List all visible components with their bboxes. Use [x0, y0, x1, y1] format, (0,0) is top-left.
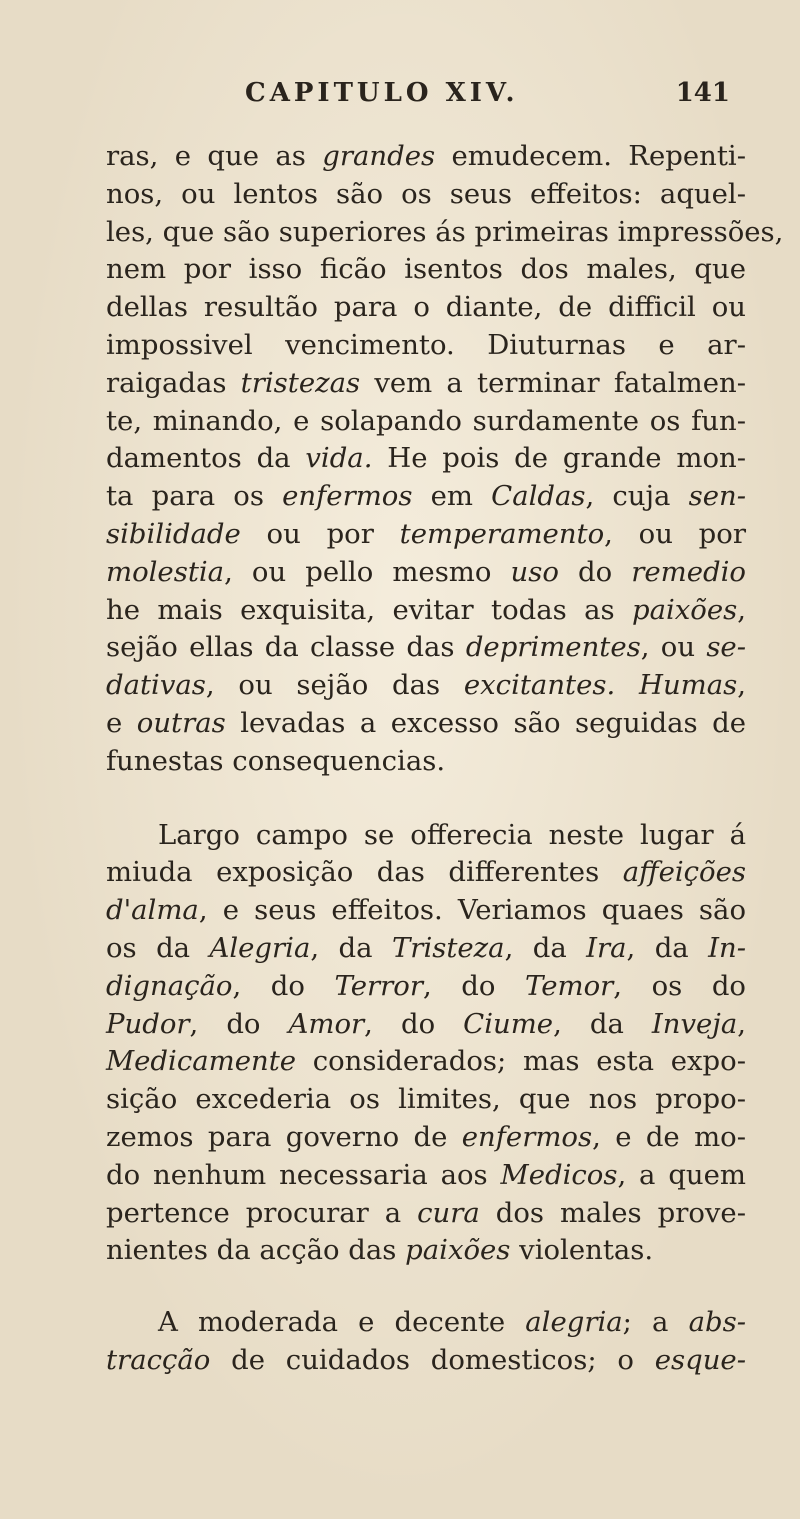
roman-text: , os do	[613, 969, 746, 1002]
italic-text: In-	[708, 931, 746, 964]
roman-text: , ou por	[604, 517, 746, 550]
roman-text: pertence procurar a	[106, 1196, 418, 1229]
italic-text: Terror	[334, 969, 423, 1002]
text-line	[106, 1119, 746, 1157]
paragraph-2	[106, 817, 746, 1271]
roman-text: raigadas	[106, 366, 241, 399]
italic-text: temperamento	[399, 517, 605, 550]
italic-text: cura	[417, 1196, 480, 1229]
italic-text: sibilidade	[106, 517, 241, 550]
roman-text: vem a terminar fatalmen-	[360, 366, 746, 399]
roman-text: dos males prove-	[479, 1196, 746, 1229]
roman-text: considerados; mas esta expo-	[296, 1045, 746, 1078]
italic-text: Temor	[525, 969, 614, 1002]
italic-text: Ira	[586, 931, 627, 964]
roman-text: , ou	[640, 631, 707, 664]
roman-text: te, minando, e solapando surdamente os fun-	[106, 404, 746, 437]
roman-text: A moderada e decente	[158, 1306, 526, 1339]
roman-text: sição excederia os limites, que nos propo-	[106, 1083, 746, 1116]
italic-text: enfermos	[282, 480, 413, 513]
roman-text: , do	[232, 969, 335, 1002]
roman-text: damentos da	[106, 442, 306, 475]
italic-text: excitantes.	[463, 669, 616, 702]
text-line	[106, 817, 746, 855]
roman-text: nos, ou lentos são os seus effeitos: aquel-	[106, 177, 746, 210]
text-line	[106, 1043, 746, 1081]
text-line	[106, 592, 746, 630]
text-line	[106, 365, 746, 403]
italic-text: Amor	[288, 1007, 365, 1040]
italic-text: dativas	[106, 669, 206, 702]
roman-text: ; a	[622, 1306, 689, 1339]
roman-text: , do	[364, 1007, 464, 1040]
text-line	[106, 214, 784, 252]
text-line	[106, 1304, 746, 1342]
roman-text: ou por	[240, 517, 400, 550]
text-line	[106, 138, 746, 176]
roman-text: He pois de grande mon-	[372, 442, 747, 475]
roman-text: ,	[737, 669, 747, 702]
roman-text: ,	[737, 1007, 746, 1040]
italic-text: Humas	[638, 669, 738, 702]
roman-text: violentas.	[510, 1234, 654, 1267]
roman-text: ,	[737, 593, 746, 626]
italic-text: outras	[136, 706, 226, 739]
roman-text: os da	[106, 931, 210, 964]
roman-text: emudecem. Repenti-	[435, 140, 747, 172]
text-line	[106, 968, 746, 1006]
roman-text: miuda exposição das differentes	[106, 856, 623, 889]
paragraph-1	[106, 138, 784, 781]
text-line	[106, 930, 746, 968]
italic-text: grandes	[322, 140, 436, 172]
roman-text: dellas resultão para o diante, de difficil ou	[106, 291, 746, 324]
italic-text: deprimentes	[465, 631, 641, 664]
text-line	[106, 516, 746, 554]
italic-text: Medicamente	[106, 1045, 297, 1078]
italic-text: dignação	[106, 969, 233, 1002]
italic-text: molestia	[106, 555, 225, 588]
italic-text: Alegria	[209, 931, 311, 964]
roman-text: sejão ellas da classe das	[106, 631, 466, 664]
roman-text: , e de mo-	[592, 1120, 746, 1153]
roman-text: , da	[504, 931, 587, 964]
text-line	[106, 1006, 746, 1044]
text-line	[106, 1157, 746, 1195]
roman-text: nientes da acção das	[106, 1234, 406, 1267]
roman-text: ta para os	[106, 480, 283, 513]
text-line	[106, 176, 746, 214]
roman-text: , e seus effeitos. Veriamos quaes são	[198, 894, 746, 927]
roman-text: , da	[626, 931, 709, 964]
roman-text: , ou pello mesmo	[224, 555, 511, 588]
roman-text: Largo campo se offerecia neste lugar á	[158, 818, 746, 851]
italic-text: tristezas	[240, 366, 361, 399]
text-line	[106, 289, 746, 327]
italic-text: enfermos	[461, 1120, 593, 1153]
roman-text: , do	[189, 1007, 289, 1040]
text-line	[106, 667, 746, 705]
italic-text: alegria	[525, 1306, 623, 1339]
text-line	[106, 327, 746, 365]
text-line	[106, 854, 746, 892]
text-line	[106, 1232, 746, 1270]
text-line	[106, 403, 746, 441]
paragraph-gap	[106, 1270, 746, 1304]
roman-text: do	[558, 555, 632, 588]
text-line	[106, 705, 746, 743]
text-line	[106, 1195, 746, 1233]
italic-text: Tristeza	[391, 931, 505, 964]
italic-text: esque-	[654, 1343, 746, 1376]
text-line	[106, 1081, 746, 1119]
text-line	[106, 1342, 746, 1380]
italic-text: vida.	[305, 442, 373, 475]
text-line	[106, 440, 746, 478]
text-line	[106, 629, 746, 667]
roman-text: levadas a excesso são seguidas de	[225, 706, 746, 739]
italic-text: se-	[706, 631, 746, 664]
roman-text: , da	[310, 931, 392, 964]
paragraph-gap	[106, 781, 746, 817]
italic-text: abs-	[688, 1306, 746, 1339]
roman-text: nem por isso ficão isentos dos males, que	[106, 253, 746, 286]
roman-text: de cuidados domesticos; o	[210, 1343, 655, 1376]
text-line	[106, 892, 746, 930]
italic-text: uso	[510, 555, 559, 588]
italic-text: sen-	[688, 480, 746, 513]
roman-text: funestas consequencias.	[106, 744, 446, 777]
roman-text: impossivel vencimento. Diuturnas e ar-	[106, 328, 746, 361]
paragraph-3	[106, 1304, 746, 1380]
roman-text: les, que são superiores ás primeiras impressões,	[106, 215, 784, 248]
italic-text: Pudor	[106, 1007, 190, 1040]
italic-text: affeições	[622, 856, 746, 889]
roman-text: ras, e que as	[106, 140, 323, 172]
italic-text: Inveja	[651, 1007, 738, 1040]
italic-text: paixões	[632, 593, 738, 626]
body-text	[106, 138, 784, 1380]
roman-text: , a quem	[617, 1158, 746, 1191]
roman-text: , ou sejão das	[205, 669, 464, 702]
roman-text: , da	[553, 1007, 652, 1040]
text-line	[106, 554, 746, 592]
italic-text: Ciume	[463, 1007, 554, 1040]
text-line	[106, 478, 746, 516]
italic-text: remedio	[631, 555, 746, 588]
roman-text: em	[412, 480, 492, 513]
roman-text: zemos para governo de	[106, 1120, 462, 1153]
roman-text: he mais exquisita, evitar todas as	[106, 593, 632, 626]
chapter-title: CAPITULO XIV.	[245, 78, 519, 108]
page-number: 141	[675, 78, 730, 108]
roman-text: , do	[422, 969, 526, 1002]
italic-text: Caldas	[491, 480, 586, 513]
italic-text: tracção	[106, 1343, 211, 1376]
roman-text	[615, 669, 639, 701]
italic-text: Medicos	[500, 1158, 618, 1191]
running-head	[100, 78, 760, 118]
italic-text: paixões	[405, 1234, 511, 1267]
roman-text: e	[106, 706, 137, 739]
text-line	[106, 251, 746, 289]
roman-text: do nenhum necessaria aos	[106, 1158, 501, 1191]
roman-text: , cuja	[585, 480, 689, 513]
text-line	[106, 743, 746, 781]
italic-text: d'alma	[106, 894, 199, 927]
